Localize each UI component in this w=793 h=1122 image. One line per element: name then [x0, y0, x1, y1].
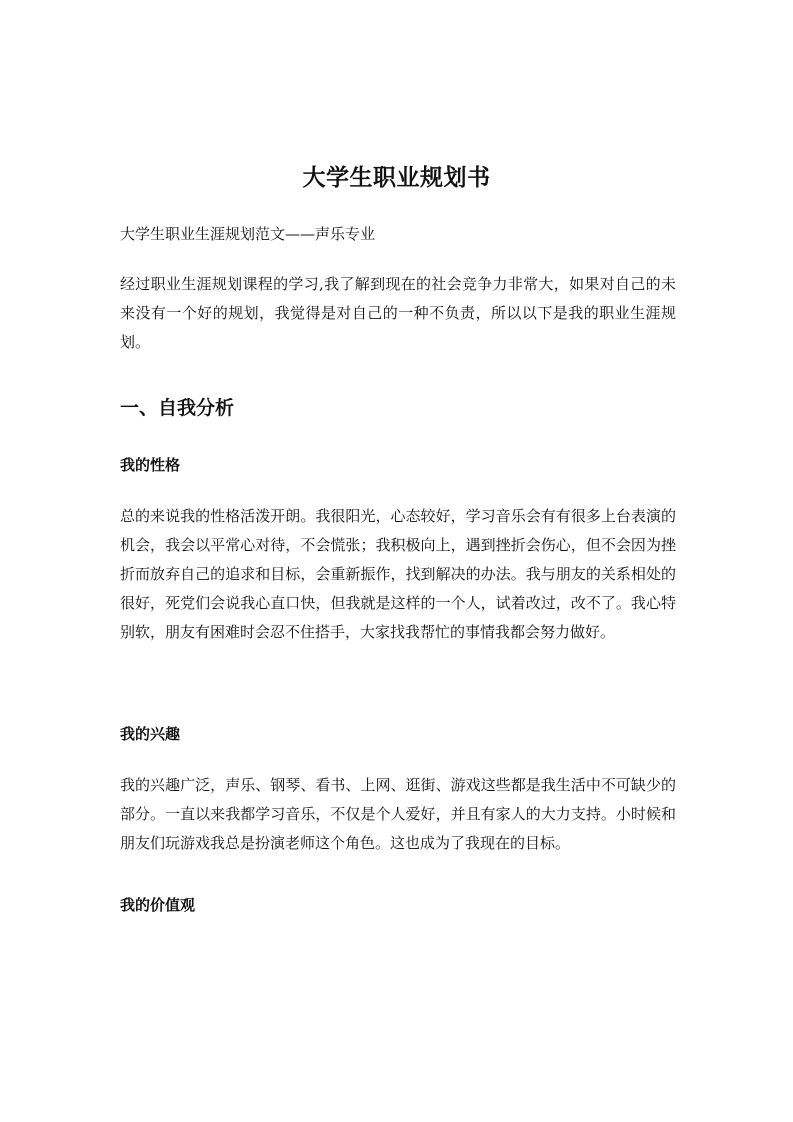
document-subtitle: 大学生职业生涯规划范文——声乐专业	[120, 225, 376, 243]
document-title: 大学生职业规划书	[302, 165, 491, 191]
intro-paragraph: 经过职业生涯规划课程的学习,我了解到现在的社会竞争力非常大，如果对自己的未来没有一个好的规划，我觉得是对自己的一种不负责，所以以下是我的职业生涯规划。	[120, 275, 676, 351]
subheading-personality: 我的性格	[120, 456, 181, 474]
subheading-interests: 我的兴趣	[120, 725, 181, 743]
interests-paragraph: 我的兴趣广泛，声乐、钢琴、看书、上网、逛街、游戏这些都是我生活中不可缺少的部分。一直以来我都学习音乐，不仅是个人爱好，并且有家人的大力支持。小时候和朋友们玩游戏我总是扮演老师这个角色。这也成为了我现在的目标。	[120, 776, 676, 852]
section-heading-self-analysis: 一、自我分析	[120, 397, 235, 419]
personality-paragraph: 总的来说我的性格活泼开朗。我很阳光，心态较好，学习音乐会有有很多上台表演的机会，我会以平常心对待，不会慌张；我积极向上，遇到挫折会伤心，但不会因为挫折而放弃自己的追求和目标，会重新振作，找到解决的办法。我与朋友的关系相处的很好，死党们会说我心直口快，但我就是这样的一个人，试着改过，改不了。我心特别软，朋友有困难时会忍不住搭手，大家找我帮忙的事情我都会努力做好。	[120, 507, 676, 641]
subheading-values: 我的价值观	[120, 896, 196, 914]
